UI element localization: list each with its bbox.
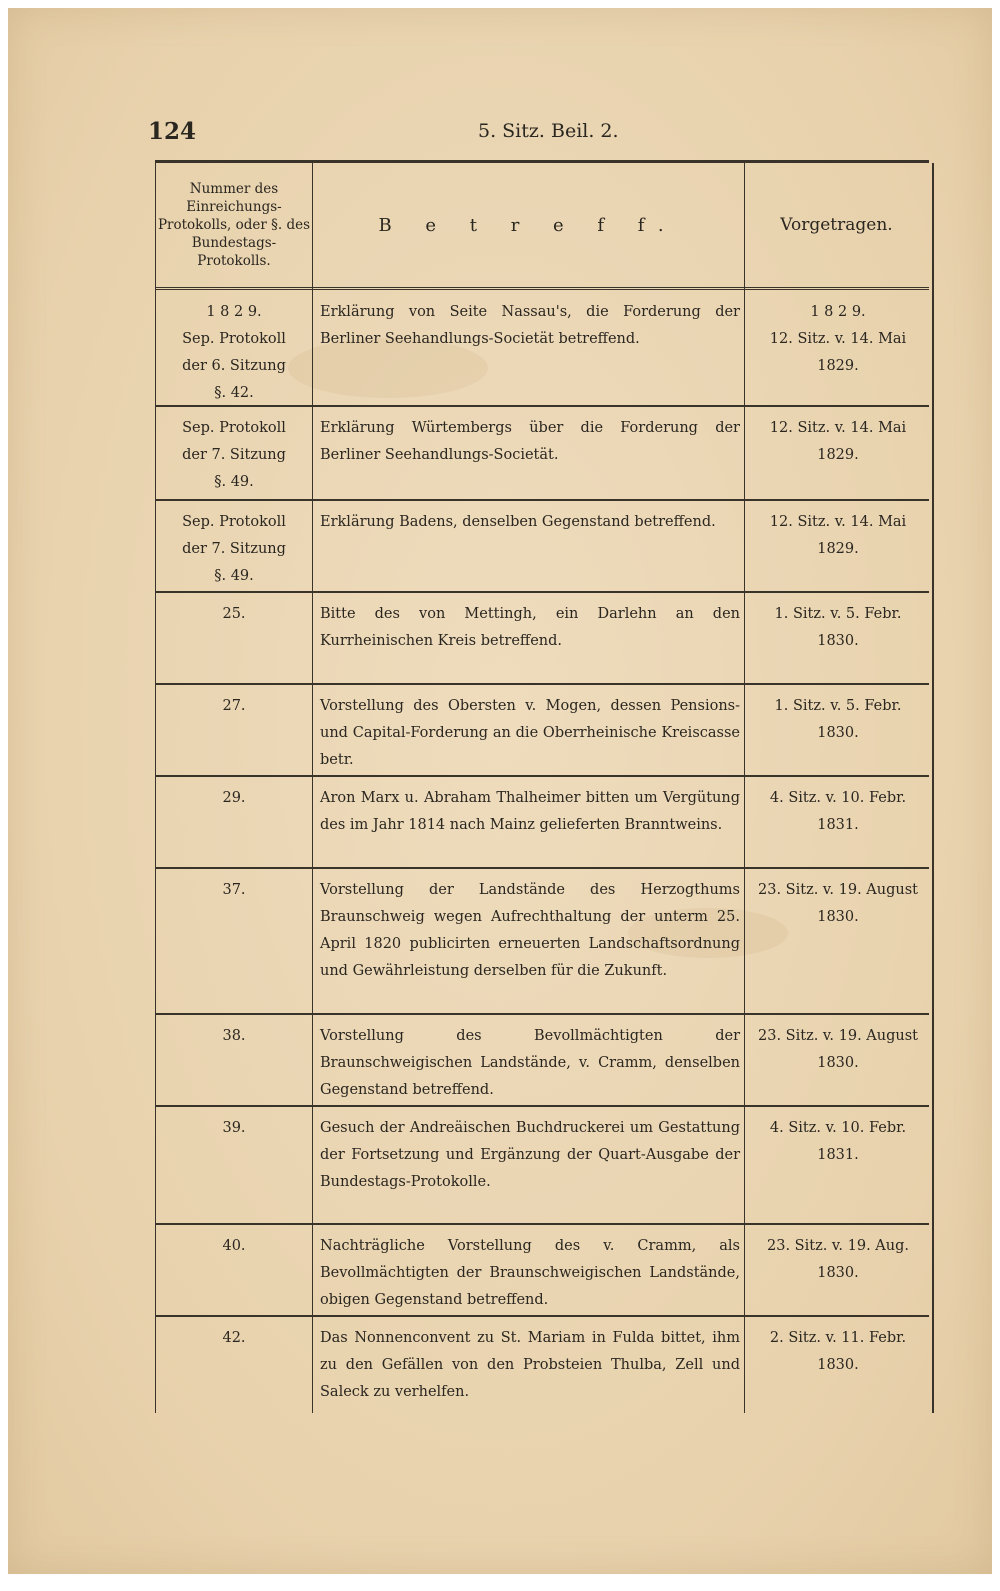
table-row: [156, 869, 929, 1015]
entry-number: Sep. Protokoll der 7. Sitzung §. 49.: [182, 514, 286, 584]
entry-number: 25.: [222, 606, 246, 622]
table-row: [156, 593, 929, 685]
entry-presented: 12. Sitz. v. 14. Mai 1829.: [769, 420, 907, 463]
entry-number: 27.: [222, 698, 246, 714]
entry-number: 1 8 2 9. Sep. Protokoll der 6. Sitzung §. 42.: [182, 304, 286, 401]
entry-presented: 23. Sitz. v. 19. August 1830.: [758, 1028, 918, 1071]
entry-presented: 4. Sitz. v. 10. Febr. 1831.: [769, 1120, 907, 1163]
column-header-presented: Vorgetragen.: [780, 215, 893, 235]
entry-subject: Vorstellung der Landstände des Herzogthums Braunschweig wegen Aufrechthaltung der unterm 25. April 1820 publicirten erneuerten Landschaftsordnung und Gewährleistung derselben für die Zukunft.: [320, 882, 740, 979]
table-header: [156, 163, 929, 290]
entry-subject: Nachträgliche Vorstellung des v. Cramm, als Bevollmächtigten der Braunschweigischen Landstände, obigen Gegenstand betreffend.: [320, 1238, 740, 1308]
entry-subject: Gesuch der Andreäischen Buchdruckerei um Gestattung der Fortsetzung und Ergänzung der Quart-Ausgabe der Bundestags-Protokolle.: [320, 1120, 740, 1190]
table-row: [156, 291, 929, 407]
entry-subject: Aron Marx u. Abraham Thalheimer bitten um Vergütung des im Jahr 1814 nach Mainz gelieferten Branntweins.: [320, 790, 740, 833]
table-row: [156, 1225, 929, 1317]
table-row: [156, 1107, 929, 1225]
column-header-subject: B e t r e f f.: [378, 214, 678, 236]
entry-subject: Das Nonnenconvent zu St. Mariam in Fulda bittet, ihm zu den Gefällen von den Probsteien Thulba, Zell und Saleck zu verhelfen.: [320, 1330, 740, 1400]
book-page: [8, 8, 992, 1574]
entry-subject: Bitte des von Mettingh, ein Darlehn an den Kurrheinischen Kreis betreffend.: [320, 606, 740, 649]
column-header-number: Nummer des Einreichungs-Protokolls, oder §. des Bundestags-Protokolls.: [157, 181, 311, 269]
entry-subject: Vorstellung des Obersten v. Mogen, dessen Pensions- und Capital-Forderung an die Oberrheinische Kreiscasse betr.: [320, 698, 740, 768]
entry-number: 37.: [222, 882, 246, 898]
entry-number: 29.: [222, 790, 246, 806]
entry-number: 42.: [222, 1330, 246, 1346]
entry-presented: 1. Sitz. v. 5. Febr. 1830.: [774, 698, 902, 741]
table-row: [156, 501, 929, 593]
entry-number: 39.: [222, 1120, 246, 1136]
entry-presented: 1 8 2 9. 12. Sitz. v. 14. Mai 1829.: [769, 304, 907, 374]
entry-subject: Erklärung Würtembergs über die Forderung der Berliner Seehandlungs-Societät.: [320, 420, 740, 463]
entry-presented: 23. Sitz. v. 19. Aug. 1830.: [767, 1238, 909, 1281]
entry-number: 38.: [222, 1028, 246, 1044]
table-row: [156, 1015, 929, 1107]
entry-presented: 1. Sitz. v. 5. Febr. 1830.: [774, 606, 902, 649]
entry-presented: 2. Sitz. v. 11. Febr. 1830.: [769, 1330, 907, 1373]
running-head: 5. Sitz. Beil. 2.: [478, 120, 619, 142]
entry-subject: Erklärung von Seite Nassau's, die Forderung der Berliner Seehandlungs-Societät betreffend.: [320, 304, 740, 347]
entry-number: 40.: [222, 1238, 246, 1254]
page-number: 124: [148, 118, 197, 145]
table-row: [156, 685, 929, 777]
page-header: [8, 118, 992, 148]
table-row: [156, 407, 929, 501]
entry-number: Sep. Protokoll der 7. Sitzung §. 49.: [182, 420, 286, 490]
entry-presented: 12. Sitz. v. 14. Mai 1829.: [769, 514, 907, 557]
register-table: [155, 160, 929, 1413]
entry-subject: Vorstellung des Bevollmächtigten der Braunschweigischen Landstände, v. Cramm, denselben Gegenstand betreffend.: [320, 1028, 740, 1098]
table-row: [156, 1317, 929, 1411]
entry-presented: 4. Sitz. v. 10. Febr. 1831.: [769, 790, 907, 833]
table-row: [156, 777, 929, 869]
entry-presented: 23. Sitz. v. 19. August 1830.: [758, 882, 918, 925]
entry-subject: Erklärung Badens, denselben Gegenstand betreffend.: [320, 514, 716, 530]
